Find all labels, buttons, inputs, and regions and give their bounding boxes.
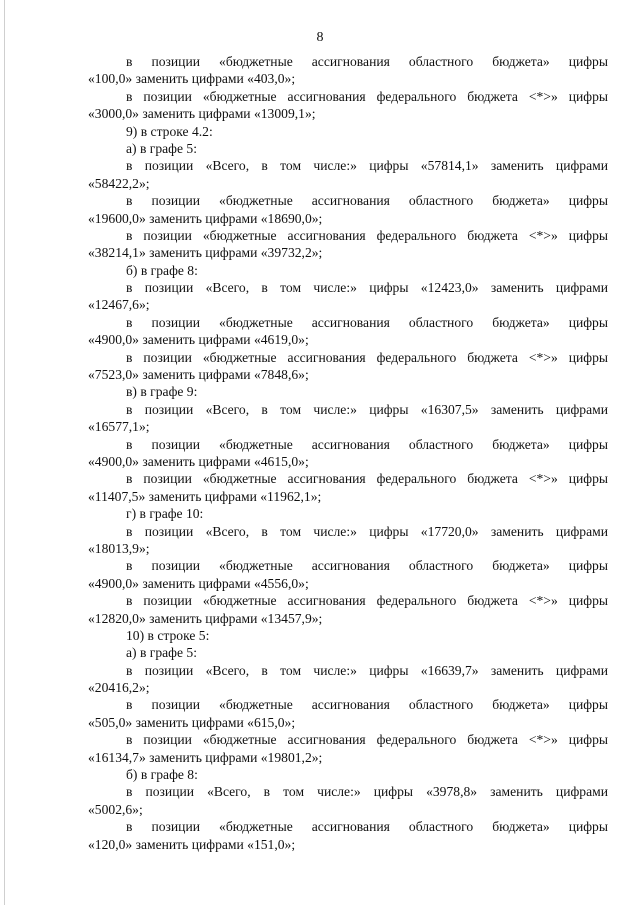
- text-line: «38214,1» заменить цифрами «39732,2»;: [88, 245, 323, 261]
- text-line: в позиции «бюджетные ассигнования областного бюджета» цифры: [126, 697, 608, 713]
- text-line: «4900,0» заменить цифрами «4619,0»;: [88, 332, 309, 348]
- text-line: «100,0» заменить цифрами «403,0»;: [88, 71, 296, 87]
- text-line: а) в графе 5:: [126, 645, 197, 661]
- document-body: [88, 53, 608, 853]
- text-line: «16134,7» заменить цифрами «19801,2»;: [88, 749, 323, 765]
- text-line: в позиции «бюджетные ассигнования областного бюджета» цифры: [126, 54, 608, 69]
- text-line: «12820,0» заменить цифрами «13457,9»;: [88, 610, 323, 626]
- text-line: г) в графе 10:: [126, 506, 204, 522]
- text-line: «16577,1»;: [88, 419, 150, 435]
- text-line: в позиции «Всего, в том числе:» цифры «16639,7» заменить цифрами: [126, 662, 608, 678]
- text-line: в позиции «Всего, в том числе:» цифры «16307,5» заменить цифрами: [126, 401, 608, 417]
- text-line: «3000,0» заменить цифрами «13009,1»;: [88, 106, 316, 122]
- text-line: в позиции «бюджетные ассигнования федерального бюджета <*>» цифры: [126, 88, 608, 104]
- text-line: «5002,6»;: [88, 801, 143, 817]
- page-number: 8: [316, 30, 324, 45]
- text-line: в) в графе 9:: [126, 384, 198, 400]
- text-line: «120,0» заменить цифрами «151,0»;: [88, 836, 296, 852]
- text-line: «18013,9»;: [88, 540, 150, 556]
- text-line: 9) в строке 4.2:: [126, 123, 213, 139]
- page-edge-rule: [4, 0, 5, 905]
- text-line: «7523,0» заменить цифрами «7848,6»;: [88, 367, 309, 383]
- text-line: в позиции «бюджетные ассигнования федерального бюджета <*>» цифры: [126, 732, 608, 748]
- text-line: в позиции «бюджетные ассигнования областного бюджета» цифры: [126, 558, 608, 574]
- text-line: 10) в строке 5:: [126, 627, 210, 643]
- text-line: в позиции «Всего, в том числе:» цифры «17720,0» заменить цифрами: [126, 523, 608, 539]
- text-line: «4900,0» заменить цифрами «4556,0»;: [88, 575, 309, 591]
- text-line: в позиции «бюджетные ассигнования областного бюджета» цифры: [126, 436, 608, 452]
- text-line: в позиции «бюджетные ассигнования областного бюджета» цифры: [126, 819, 608, 835]
- text-line: «4900,0» заменить цифрами «4615,0»;: [88, 453, 309, 469]
- text-line: «505,0» заменить цифрами «615,0»;: [88, 714, 296, 730]
- text-line: в позиции «Всего, в том числе:» цифры «57814,1» заменить цифрами: [126, 158, 608, 174]
- text-line: «12467,6»;: [88, 297, 150, 313]
- text-line: в позиции «бюджетные ассигнования федерального бюджета <*>» цифры: [126, 593, 608, 609]
- text-line: б) в графе 8:: [126, 767, 198, 783]
- text-line: в позиции «бюджетные ассигнования федерального бюджета <*>» цифры: [126, 227, 608, 243]
- text-line: а) в графе 5:: [126, 140, 197, 156]
- text-line: «58422,2»;: [88, 175, 150, 191]
- text-line: «20416,2»;: [88, 680, 150, 696]
- text-line: «19600,0» заменить цифрами «18690,0»;: [88, 210, 323, 226]
- text-line: в позиции «бюджетные ассигнования федерального бюджета <*>» цифры: [126, 471, 608, 487]
- text-line: в позиции «бюджетные ассигнования федерального бюджета <*>» цифры: [126, 349, 608, 365]
- text-line: в позиции «бюджетные ассигнования областного бюджета» цифры: [126, 314, 608, 330]
- text-line: в позиции «Всего, в том числе:» цифры «12423,0» заменить цифрами: [126, 280, 608, 296]
- text-line: в позиции «Всего, в том числе:» цифры «3978,8» заменить цифрами: [126, 784, 608, 800]
- text-line: в позиции «бюджетные ассигнования областного бюджета» цифры: [126, 193, 608, 209]
- text-line: «11407,5» заменить цифрами «11962,1»;: [88, 488, 322, 504]
- text-line: б) в графе 8:: [126, 262, 198, 278]
